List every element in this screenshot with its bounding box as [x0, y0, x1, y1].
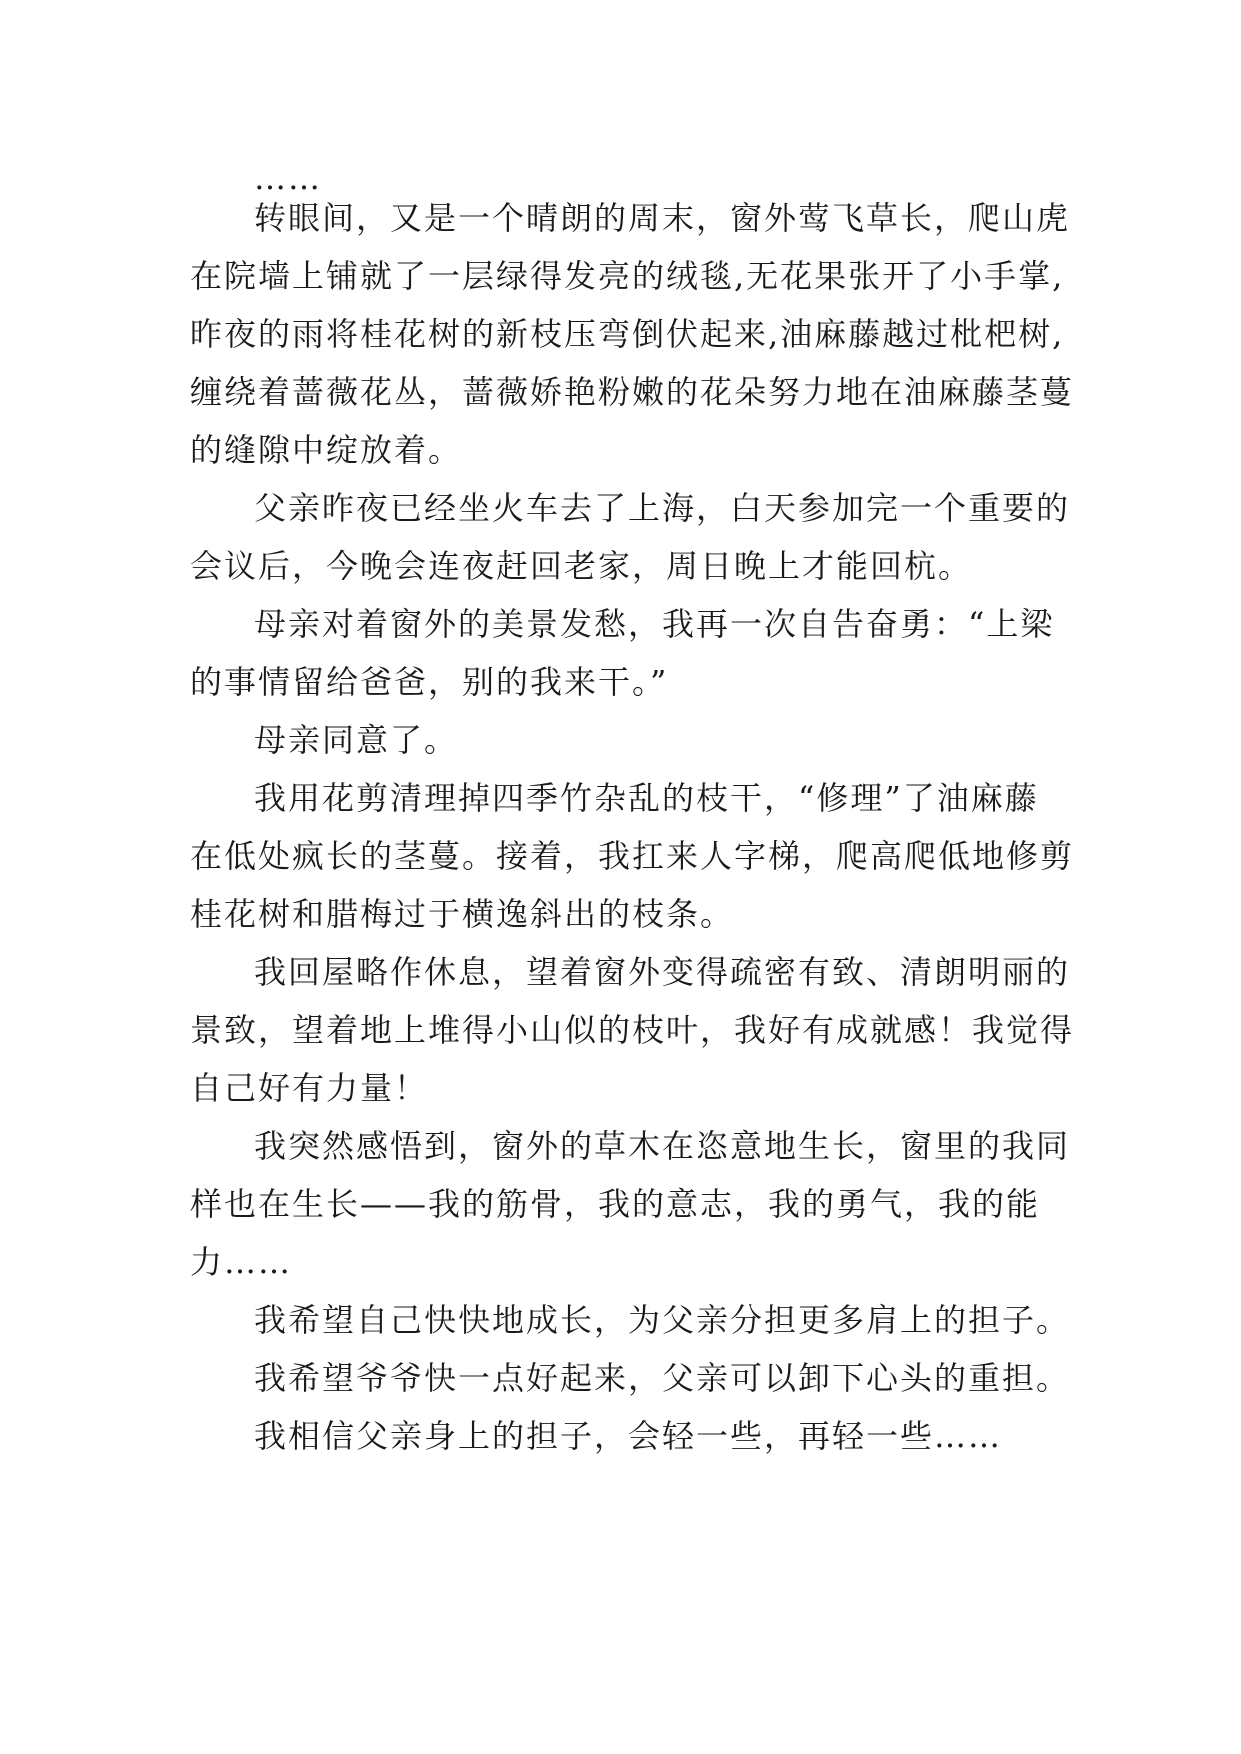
text-line: 在低处疯长的茎蔓。接着，我扛来人字梯，爬高爬低地修剪: [190, 837, 1075, 875]
text-line: 我回屋略作休息，望着窗外变得疏密有致、清朗明丽的: [254, 953, 1071, 991]
text-line: 我突然感悟到，窗外的草木在恣意地生长，窗里的我同: [254, 1127, 1071, 1165]
text-line: 桂花树和腊梅过于横逸斜出的枝条。: [190, 895, 735, 933]
text-line: 力……: [190, 1243, 293, 1281]
text-line: 父亲昨夜已经坐火车去了上海，白天参加完一个重要的: [254, 489, 1071, 527]
text-line: 母亲对着窗外的美景发愁，我再一次自告奋勇：“上梁: [254, 605, 1055, 643]
text-line: 母亲同意了。: [254, 721, 459, 759]
text-line: 我相信父亲身上的担子，会轻一些，再轻一些……: [254, 1417, 1003, 1455]
text-line: 在院墙上铺就了一层绿得发亮的绒毯,无花果张开了小手掌,: [190, 257, 1065, 295]
text-line: 转眼间，又是一个晴朗的周末，窗外莺飞草长，爬山虎: [254, 199, 1071, 237]
text-line: 景致，望着地上堆得小山似的枝叶，我好有成就感！我觉得: [190, 1011, 1075, 1049]
text-line: 我希望爷爷快一点好起来，父亲可以卸下心头的重担。: [254, 1359, 1071, 1397]
text-line: 会议后，今晚会连夜赶回老家，周日晚上才能回杭。: [190, 547, 973, 585]
text-line: 自己好有力量！: [190, 1069, 429, 1107]
text-line: 昨夜的雨将桂花树的新枝压弯倒伏起来,油麻藤越过枇杷树,: [190, 315, 1065, 353]
text-line: 缠绕着蔷薇花丛，蔷薇娇艳粉嫩的花朵努力地在油麻藤茎蔓: [190, 373, 1075, 411]
text-line: 的事情留给爸爸，别的我来干。”: [190, 663, 669, 701]
text-line: 样也在生长——我的筋骨，我的意志，我的勇气，我的能: [190, 1185, 1041, 1223]
ellipsis-line: ……: [254, 159, 322, 197]
text-line: 的缝隙中绽放着。: [190, 431, 463, 469]
text-line: 我希望自己快快地成长，为父亲分担更多肩上的担子。: [254, 1301, 1071, 1339]
text-line: 我用花剪清理掉四季竹杂乱的枝干，“修理”了油麻藤: [254, 779, 1039, 817]
